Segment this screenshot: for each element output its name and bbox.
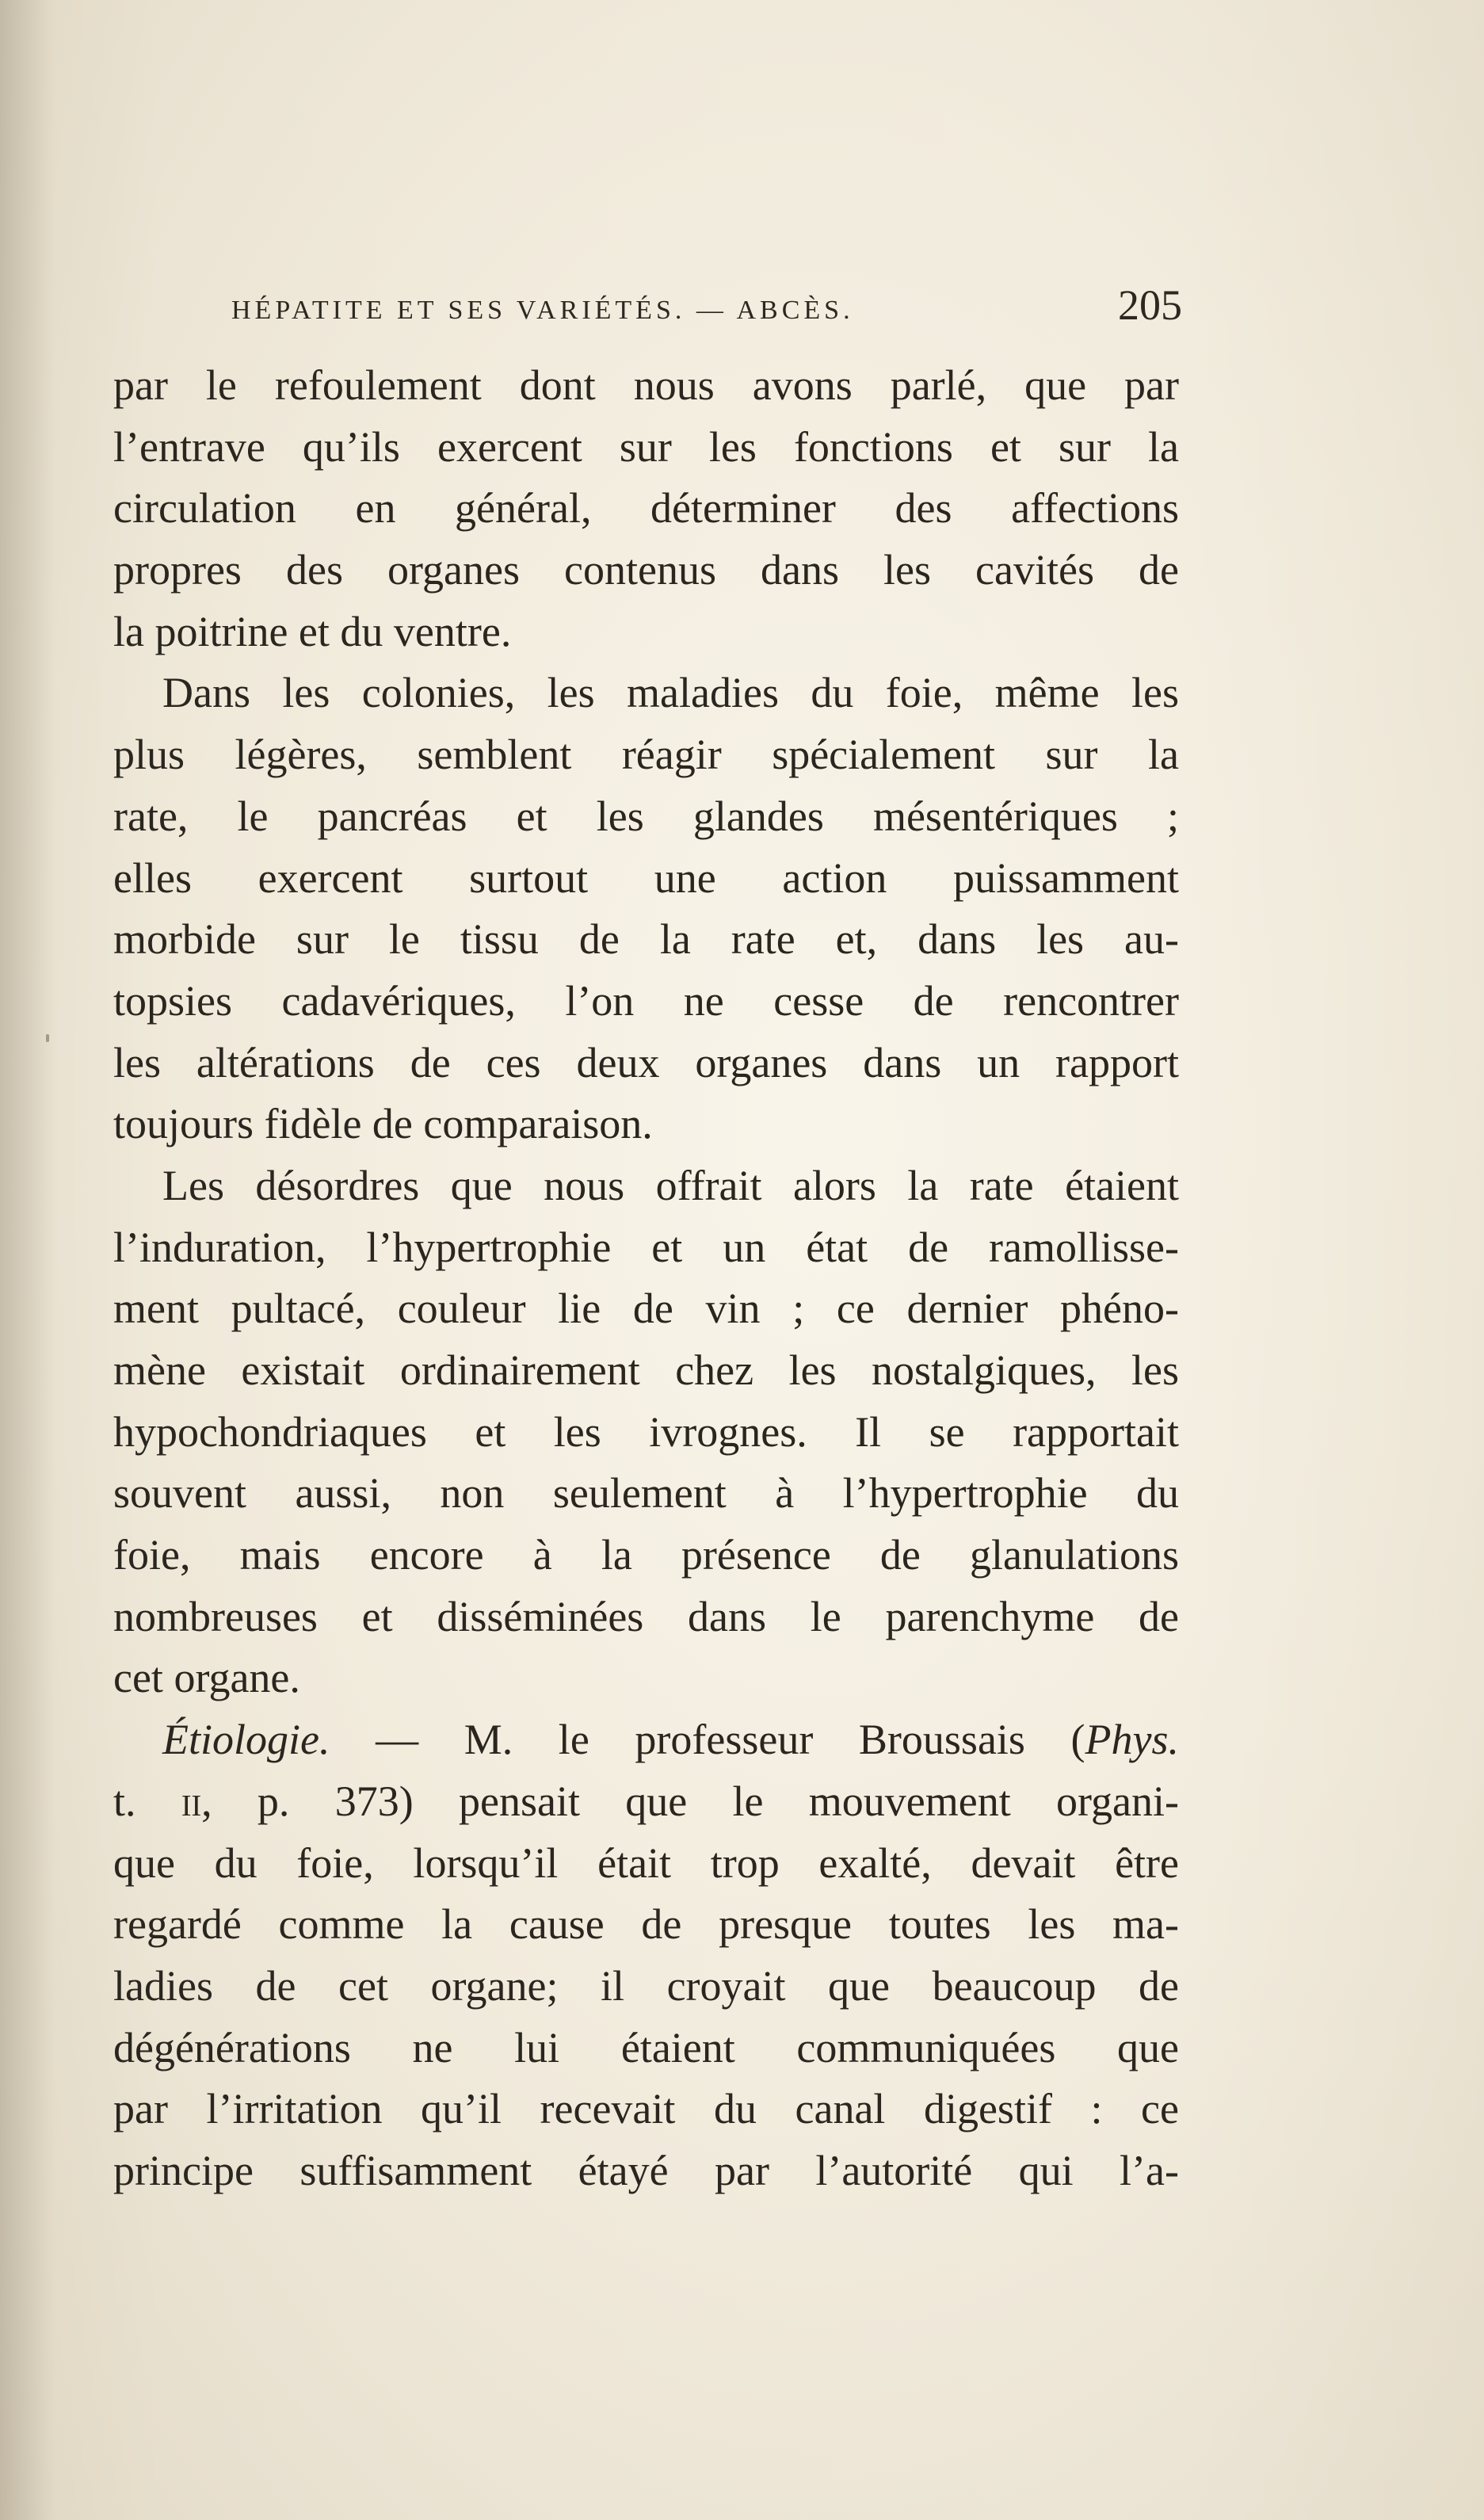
section-heading-etiologie: Étiologie. [162,1716,330,1764]
text-line: circulation en général, déterminer des affections [113,484,1179,533]
text-line: la poitrine et du ventre. [113,607,512,655]
text-line: mène existait ordinairement chez les nostalgiques, les [113,1346,1179,1394]
running-head: HÉPATITE ET SES VARIÉTÉS. — ABCÈS. [231,296,854,325]
paragraph-2 [113,662,1179,1155]
text-line: par l’irritation qu’il recevait du canal digestif : ce [113,2085,1179,2133]
text-line: elles exercent surtout une action puissamment [113,853,1179,902]
text-line: l’entrave qu’ils exercent sur les fonctions et sur la [113,422,1179,471]
text-line: toujours fidèle de comparaison. [113,1100,653,1148]
page-header [231,281,1182,337]
text-line: Dans les colonies, les maladies du foie, même les [162,669,1179,717]
text-line: rate, le pancréas et les glandes mésentériques ; [113,792,1179,840]
text-line: Les désordres que nous offrait alors la rate étaient [162,1161,1179,1209]
text-line: par le refoulement dont nous avons parlé, que par [113,361,1179,409]
text-line: plus légères, semblent réagir spécialement sur la [113,731,1179,779]
text-line: hypochondriaques et les ivrognes. Il se rapportait [113,1407,1179,1456]
text-line: foie, mais encore à la présence de glanulations [113,1531,1179,1579]
text-line: ment pultacé, couleur lie de vin ; ce dernier phéno- [113,1285,1179,1333]
text-run: — M. le professeur Broussais ( [330,1716,1085,1764]
text-line: souvent aussi, non seulement à l’hypertrophie du [113,1469,1179,1518]
ink-speck [46,1034,49,1042]
paragraph-3 [113,1155,1179,1709]
text-run: , p. 373) pensait que le mouvement organi- [201,1777,1179,1825]
text-line: cet organe. [113,1654,300,1702]
page-gutter-shadow [0,0,55,2520]
body-text [113,355,1179,2202]
text-line: nombreuses et disséminées dans le parenchyme de [113,1592,1179,1640]
paragraph-1 [113,355,1179,662]
text-line: regardé comme la cause de presque toutes les ma- [113,1900,1179,1949]
text-line: ladies de cet organe; il croyait que beaucoup de [113,1961,1179,2010]
reference-abbrev: Phys. [1085,1716,1179,1764]
text-line: les altérations de ces deux organes dans un rapport [113,1038,1179,1086]
page-number: 205 [1118,281,1182,329]
text-line: principe suffisamment étayé par l’autorité qui l’a- [113,2146,1179,2194]
text-line: dégénérations ne lui étaient communiquées que [113,2023,1179,2071]
text-line: morbide sur le tissu de la rate et, dans les au- [113,915,1179,964]
volume-numeral: ii [181,1777,202,1825]
text-line: propres des organes contenus dans les cavités de [113,546,1179,594]
text-line: topsies cadavériques, l’on ne cesse de rencontrer [113,976,1179,1025]
text-run: t. [113,1777,181,1825]
text-line [113,1709,1179,1771]
text-line [113,1771,1179,1833]
text-line: que du foie, lorsqu’il était trop exalté, devait être [113,1838,1179,1887]
paragraph-4 [113,1709,1179,2202]
text-line: l’induration, l’hypertrophie et un état de ramollisse- [113,1223,1179,1271]
